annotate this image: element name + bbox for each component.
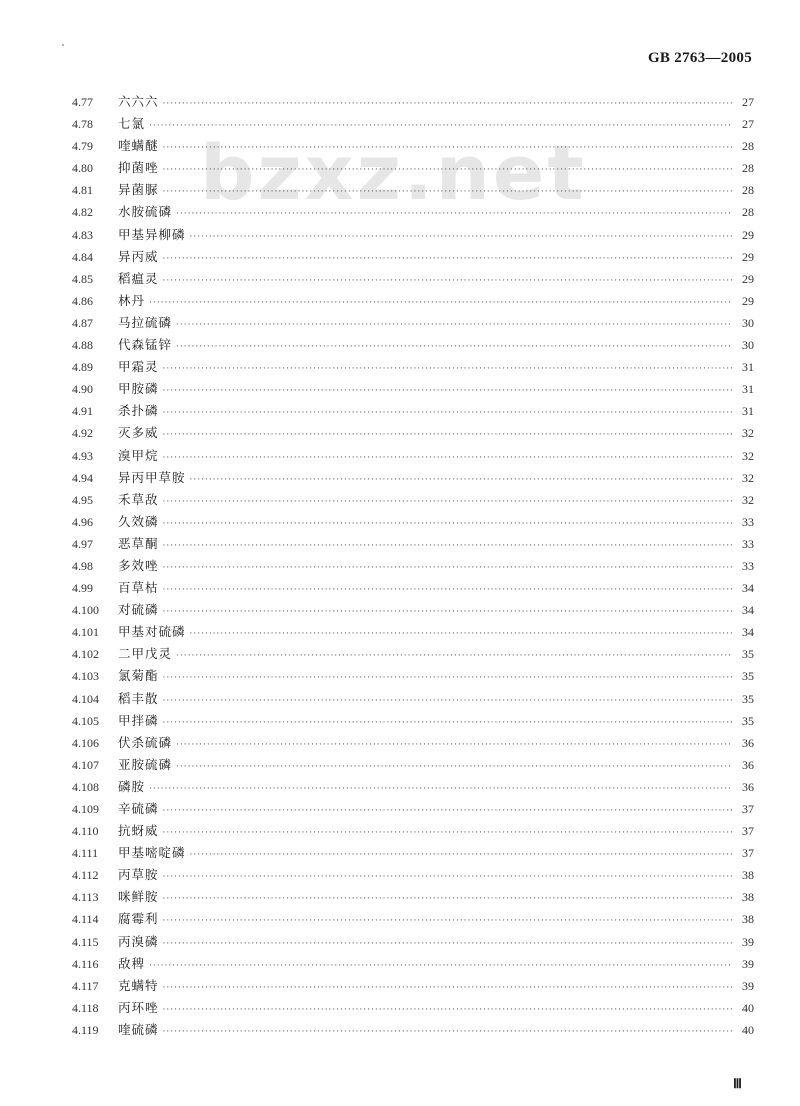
- dot-leader: [190, 623, 732, 645]
- toc-entry-number: 4.81: [72, 183, 93, 198]
- toc-entry-page: 28: [742, 139, 754, 154]
- toc-entry-page: 31: [742, 404, 754, 419]
- toc-entry-page: 27: [742, 117, 754, 132]
- toc-entry-title: 溴甲烷: [118, 447, 159, 463]
- toc-entry: [72, 312, 754, 334]
- toc-entry-title: 抗蚜威: [118, 823, 159, 839]
- toc-entry-page: 31: [742, 382, 754, 397]
- dot-leader: [163, 424, 732, 446]
- toc-entry: [72, 931, 754, 953]
- toc-entry-page: 37: [742, 846, 754, 861]
- toc-entry-title: 恶草酮: [118, 535, 159, 551]
- toc-entry-title: 多效唑: [118, 557, 159, 573]
- dot-leader: [163, 800, 732, 822]
- toc-entry-page: 35: [742, 669, 754, 684]
- toc-entry-page: 29: [742, 271, 754, 286]
- toc-entry: [72, 643, 754, 665]
- toc-entry: [72, 246, 754, 268]
- toc-entry-page: 37: [742, 802, 754, 816]
- dot-leader: [163, 491, 732, 513]
- toc-entry-title: 亚胺硫磷: [118, 756, 173, 772]
- toc-entry-number: 4.78: [72, 117, 93, 132]
- toc-entry-number: 4.83: [72, 227, 93, 242]
- dot-leader: [163, 888, 732, 910]
- toc-entry: [72, 776, 754, 798]
- dot-leader: [190, 226, 732, 248]
- dot-leader: [163, 667, 732, 689]
- toc-entry-page: 28: [742, 205, 754, 220]
- toc-entry-number: 4.101: [72, 625, 99, 640]
- toc-entry-title: 抑菌唑: [118, 160, 159, 176]
- toc-entry-number: 4.84: [72, 249, 93, 264]
- toc-entry: [72, 489, 754, 511]
- dot-leader: [163, 447, 732, 469]
- toc-entry-number: 4.85: [72, 271, 93, 286]
- toc-entry-title: 稻丰散: [118, 690, 159, 706]
- toc-entry-page: 33: [742, 514, 754, 529]
- toc-entry-title: 磷胺: [118, 778, 146, 794]
- toc-entry-number: 4.95: [72, 492, 93, 507]
- toc-entry-page: 39: [742, 934, 754, 949]
- dot-leader: [163, 999, 732, 1021]
- toc-entry-title: 克螨特: [118, 977, 159, 993]
- toc-entry: [72, 201, 754, 223]
- toc-entry-number: 4.113: [72, 890, 99, 905]
- toc-entry: [72, 91, 754, 113]
- dot-leader: [163, 270, 732, 292]
- toc-entry-page: 32: [742, 448, 754, 463]
- toc-entry-title: 甲基对硫磷: [118, 624, 186, 640]
- toc-entry-title: 久效磷: [118, 513, 159, 529]
- toc-entry: [72, 710, 754, 732]
- dot-leader: [163, 402, 732, 424]
- toc-entry-title: 喹螨醚: [118, 138, 159, 154]
- toc-entry-page: 35: [742, 691, 754, 706]
- toc-entry-page: 28: [742, 161, 754, 176]
- toc-entry-title: 腐霉利: [118, 911, 159, 927]
- toc-entry-title: 马拉硫磷: [118, 314, 173, 330]
- dot-leader: [176, 203, 732, 225]
- toc-entry: [72, 754, 754, 776]
- toc-entry-number: 4.119: [72, 1022, 99, 1037]
- dot-leader: [163, 822, 732, 844]
- toc-entry-title: 丙环唑: [118, 999, 159, 1015]
- toc-entry-number: 4.97: [72, 536, 93, 551]
- toc-entry-page: 29: [742, 293, 754, 308]
- toc-entry: [72, 356, 754, 378]
- toc-entry: [72, 908, 754, 930]
- toc-entry: [72, 445, 754, 467]
- toc-entry-number: 4.86: [72, 293, 93, 308]
- toc-entry-page: 27: [742, 95, 754, 109]
- toc-entry: [72, 422, 754, 444]
- toc-entry-number: 4.91: [72, 404, 93, 419]
- toc-entry-title: 丙溴磷: [118, 933, 159, 949]
- dot-leader: [163, 579, 732, 601]
- toc-entry: [72, 665, 754, 687]
- toc-entry-title: 七氯: [118, 116, 146, 132]
- toc-entry-title: 氯菊酯: [118, 668, 159, 684]
- dot-leader: [163, 977, 732, 999]
- toc-entry-number: 4.88: [72, 338, 93, 353]
- toc-entry-page: 33: [742, 536, 754, 551]
- dot-leader: [163, 358, 732, 380]
- toc-entry: [72, 113, 754, 135]
- toc-entry-title: 异丙威: [118, 248, 159, 264]
- toc-entry: [72, 135, 754, 157]
- toc-entry-number: 4.112: [72, 868, 99, 883]
- toc-entry-page: 38: [742, 890, 754, 905]
- toc-entry-number: 4.118: [72, 1000, 99, 1015]
- toc-entry-page: 32: [742, 492, 754, 507]
- toc-entry-title: 百草枯: [118, 580, 159, 596]
- toc-entry-number: 4.110: [72, 824, 99, 839]
- toc-entry-number: 4.109: [72, 802, 99, 816]
- dot-leader: [163, 866, 732, 888]
- toc-entry-page: 32: [742, 426, 754, 441]
- toc-entry: [72, 290, 754, 312]
- toc-entry: [72, 820, 754, 842]
- toc-entry-title: 林丹: [118, 292, 146, 308]
- toc-entry: [72, 268, 754, 290]
- toc-entry: [72, 224, 754, 246]
- toc-entry: [72, 157, 754, 179]
- toc-entry-page: 38: [742, 868, 754, 883]
- toc-entry: [72, 378, 754, 400]
- toc-entry: [72, 1019, 754, 1041]
- toc-entry-number: 4.87: [72, 315, 93, 330]
- dot-leader: [163, 601, 732, 623]
- toc-entry: [72, 599, 754, 621]
- toc-entry-title: 对硫磷: [118, 602, 159, 618]
- toc-entry: [72, 953, 754, 975]
- toc-entry-number: 4.102: [72, 647, 99, 662]
- toc-entry-number: 4.116: [72, 956, 99, 971]
- toc-entry-title: 二甲戊灵: [118, 646, 173, 662]
- page-number-footer: Ⅲ: [733, 1076, 742, 1091]
- dot-leader: [176, 336, 732, 358]
- toc-entry-page: 28: [742, 183, 754, 198]
- toc-entry-title: 甲基嘧啶磷: [118, 845, 186, 861]
- toc-entry: [72, 400, 754, 422]
- toc-entry-title: 异菌脲: [118, 182, 159, 198]
- toc-entry-title: 水胺硫磷: [118, 204, 173, 220]
- toc-entry-number: 4.107: [72, 757, 99, 772]
- dot-leader: [163, 380, 732, 402]
- dot-leader: [163, 535, 732, 557]
- toc-entry: [72, 334, 754, 356]
- toc-entry-page: 30: [742, 315, 754, 330]
- toc-entry-title: 咪鲜胺: [118, 889, 159, 905]
- toc-entry-number: 4.104: [72, 691, 99, 706]
- toc-entry-number: 4.103: [72, 669, 99, 684]
- toc-entry-title: 甲拌磷: [118, 712, 159, 728]
- toc-entry: [72, 842, 754, 864]
- dot-leader: [163, 159, 732, 181]
- toc-entry-title: 禾草敌: [118, 491, 159, 507]
- toc-entry-page: 40: [742, 1022, 754, 1037]
- toc-entry-page: 36: [742, 735, 754, 750]
- dot-leader: [163, 557, 732, 579]
- toc-entry-number: 4.92: [72, 426, 93, 441]
- scan-speck: [62, 44, 64, 46]
- dot-leader: [149, 955, 732, 977]
- toc-entry-page: 31: [742, 360, 754, 375]
- toc-entry-title: 喹硫磷: [118, 1021, 159, 1037]
- toc-entry: [72, 688, 754, 710]
- toc-entry-title: 杀扑磷: [118, 403, 159, 419]
- toc-entry-page: 37: [742, 824, 754, 839]
- toc-entry: [72, 555, 754, 577]
- toc-entry-number: 4.94: [72, 470, 93, 485]
- toc-entry-number: 4.79: [72, 139, 93, 154]
- toc-entry-number: 4.100: [72, 603, 99, 618]
- toc-entry-number: 4.93: [72, 448, 93, 463]
- toc-entry-title: 甲基异柳磷: [118, 226, 186, 242]
- toc-entry-page: 29: [742, 249, 754, 264]
- toc-entry-number: 4.90: [72, 382, 93, 397]
- toc-entry-title: 代森锰锌: [118, 337, 173, 353]
- toc-entry-page: 32: [742, 470, 754, 485]
- toc-entry-page: 35: [742, 647, 754, 662]
- toc-entry-number: 4.77: [72, 95, 93, 109]
- toc-entry-number: 4.115: [72, 934, 99, 949]
- toc-entry: [72, 864, 754, 886]
- toc-entry-number: 4.89: [72, 360, 93, 375]
- toc-entry: [72, 975, 754, 997]
- toc-entry: [72, 511, 754, 533]
- toc-entry-number: 4.82: [72, 205, 93, 220]
- toc-entry-number: 4.114: [72, 912, 99, 927]
- toc-entry-page: 39: [742, 978, 754, 993]
- dot-leader: [176, 756, 732, 778]
- toc-entry: [72, 467, 754, 489]
- dot-leader: [163, 513, 732, 535]
- dot-leader: [163, 933, 732, 955]
- toc-entry: [72, 179, 754, 201]
- toc-entry-title: 灭多威: [118, 425, 159, 441]
- toc-entry-page: 33: [742, 558, 754, 573]
- toc-entry: [72, 621, 754, 643]
- toc-entry-title: 甲霜灵: [118, 359, 159, 375]
- toc-entry-page: 34: [742, 603, 754, 618]
- toc-entry-number: 4.105: [72, 713, 99, 728]
- dot-leader: [163, 1021, 732, 1043]
- dot-leader: [163, 248, 732, 270]
- standard-number-header: GB 2763—2005: [647, 50, 752, 66]
- toc-entry-title: 六六六: [118, 94, 159, 109]
- toc-entry-page: 39: [742, 956, 754, 971]
- toc-entry-page: 36: [742, 779, 754, 794]
- toc-entry-page: 40: [742, 1000, 754, 1015]
- toc-entry-title: 稻瘟灵: [118, 270, 159, 286]
- toc-entry-number: 4.99: [72, 581, 93, 596]
- toc-entry: [72, 997, 754, 1019]
- table-of-contents: [72, 91, 754, 1041]
- watermark: bzxz.net: [200, 128, 587, 217]
- dot-leader: [176, 734, 732, 756]
- toc-entry-number: 4.108: [72, 779, 99, 794]
- toc-entry-page: 35: [742, 713, 754, 728]
- toc-entry-number: 4.98: [72, 558, 93, 573]
- toc-entry-number: 4.80: [72, 161, 93, 176]
- toc-entry-number: 4.96: [72, 514, 93, 529]
- toc-entry: [72, 798, 754, 820]
- dot-leader: [163, 137, 732, 159]
- dot-leader: [176, 645, 732, 667]
- toc-entry-number: 4.111: [72, 846, 99, 861]
- dot-leader: [149, 292, 732, 314]
- toc-entry-title: 伏杀硫磷: [118, 734, 173, 750]
- dot-leader: [163, 910, 732, 932]
- dot-leader: [149, 115, 732, 137]
- dot-leader: [163, 181, 732, 203]
- toc-entry-title: 丙草胺: [118, 867, 159, 883]
- dot-leader: [149, 778, 732, 800]
- toc-entry-page: 36: [742, 757, 754, 772]
- dot-leader: [190, 844, 732, 866]
- toc-entry: [72, 577, 754, 599]
- toc-entry-page: 30: [742, 338, 754, 353]
- toc-entry: [72, 533, 754, 555]
- toc-entry: [72, 886, 754, 908]
- toc-entry-number: 4.117: [72, 978, 99, 993]
- toc-entry-number: 4.106: [72, 735, 99, 750]
- toc-entry-title: 敌稗: [118, 955, 146, 971]
- toc-entry: [72, 732, 754, 754]
- dot-leader: [163, 93, 732, 115]
- toc-entry-title: 异丙甲草胺: [118, 469, 186, 485]
- dot-leader: [163, 690, 732, 712]
- toc-entry-page: 34: [742, 625, 754, 640]
- dot-leader: [163, 712, 732, 734]
- toc-entry-title: 甲胺磷: [118, 381, 159, 397]
- toc-entry-page: 38: [742, 912, 754, 927]
- toc-entry-page: 34: [742, 581, 754, 596]
- dot-leader: [190, 469, 732, 491]
- dot-leader: [176, 314, 732, 336]
- toc-entry-title: 辛硫磷: [118, 801, 159, 816]
- toc-entry-page: 29: [742, 227, 754, 242]
